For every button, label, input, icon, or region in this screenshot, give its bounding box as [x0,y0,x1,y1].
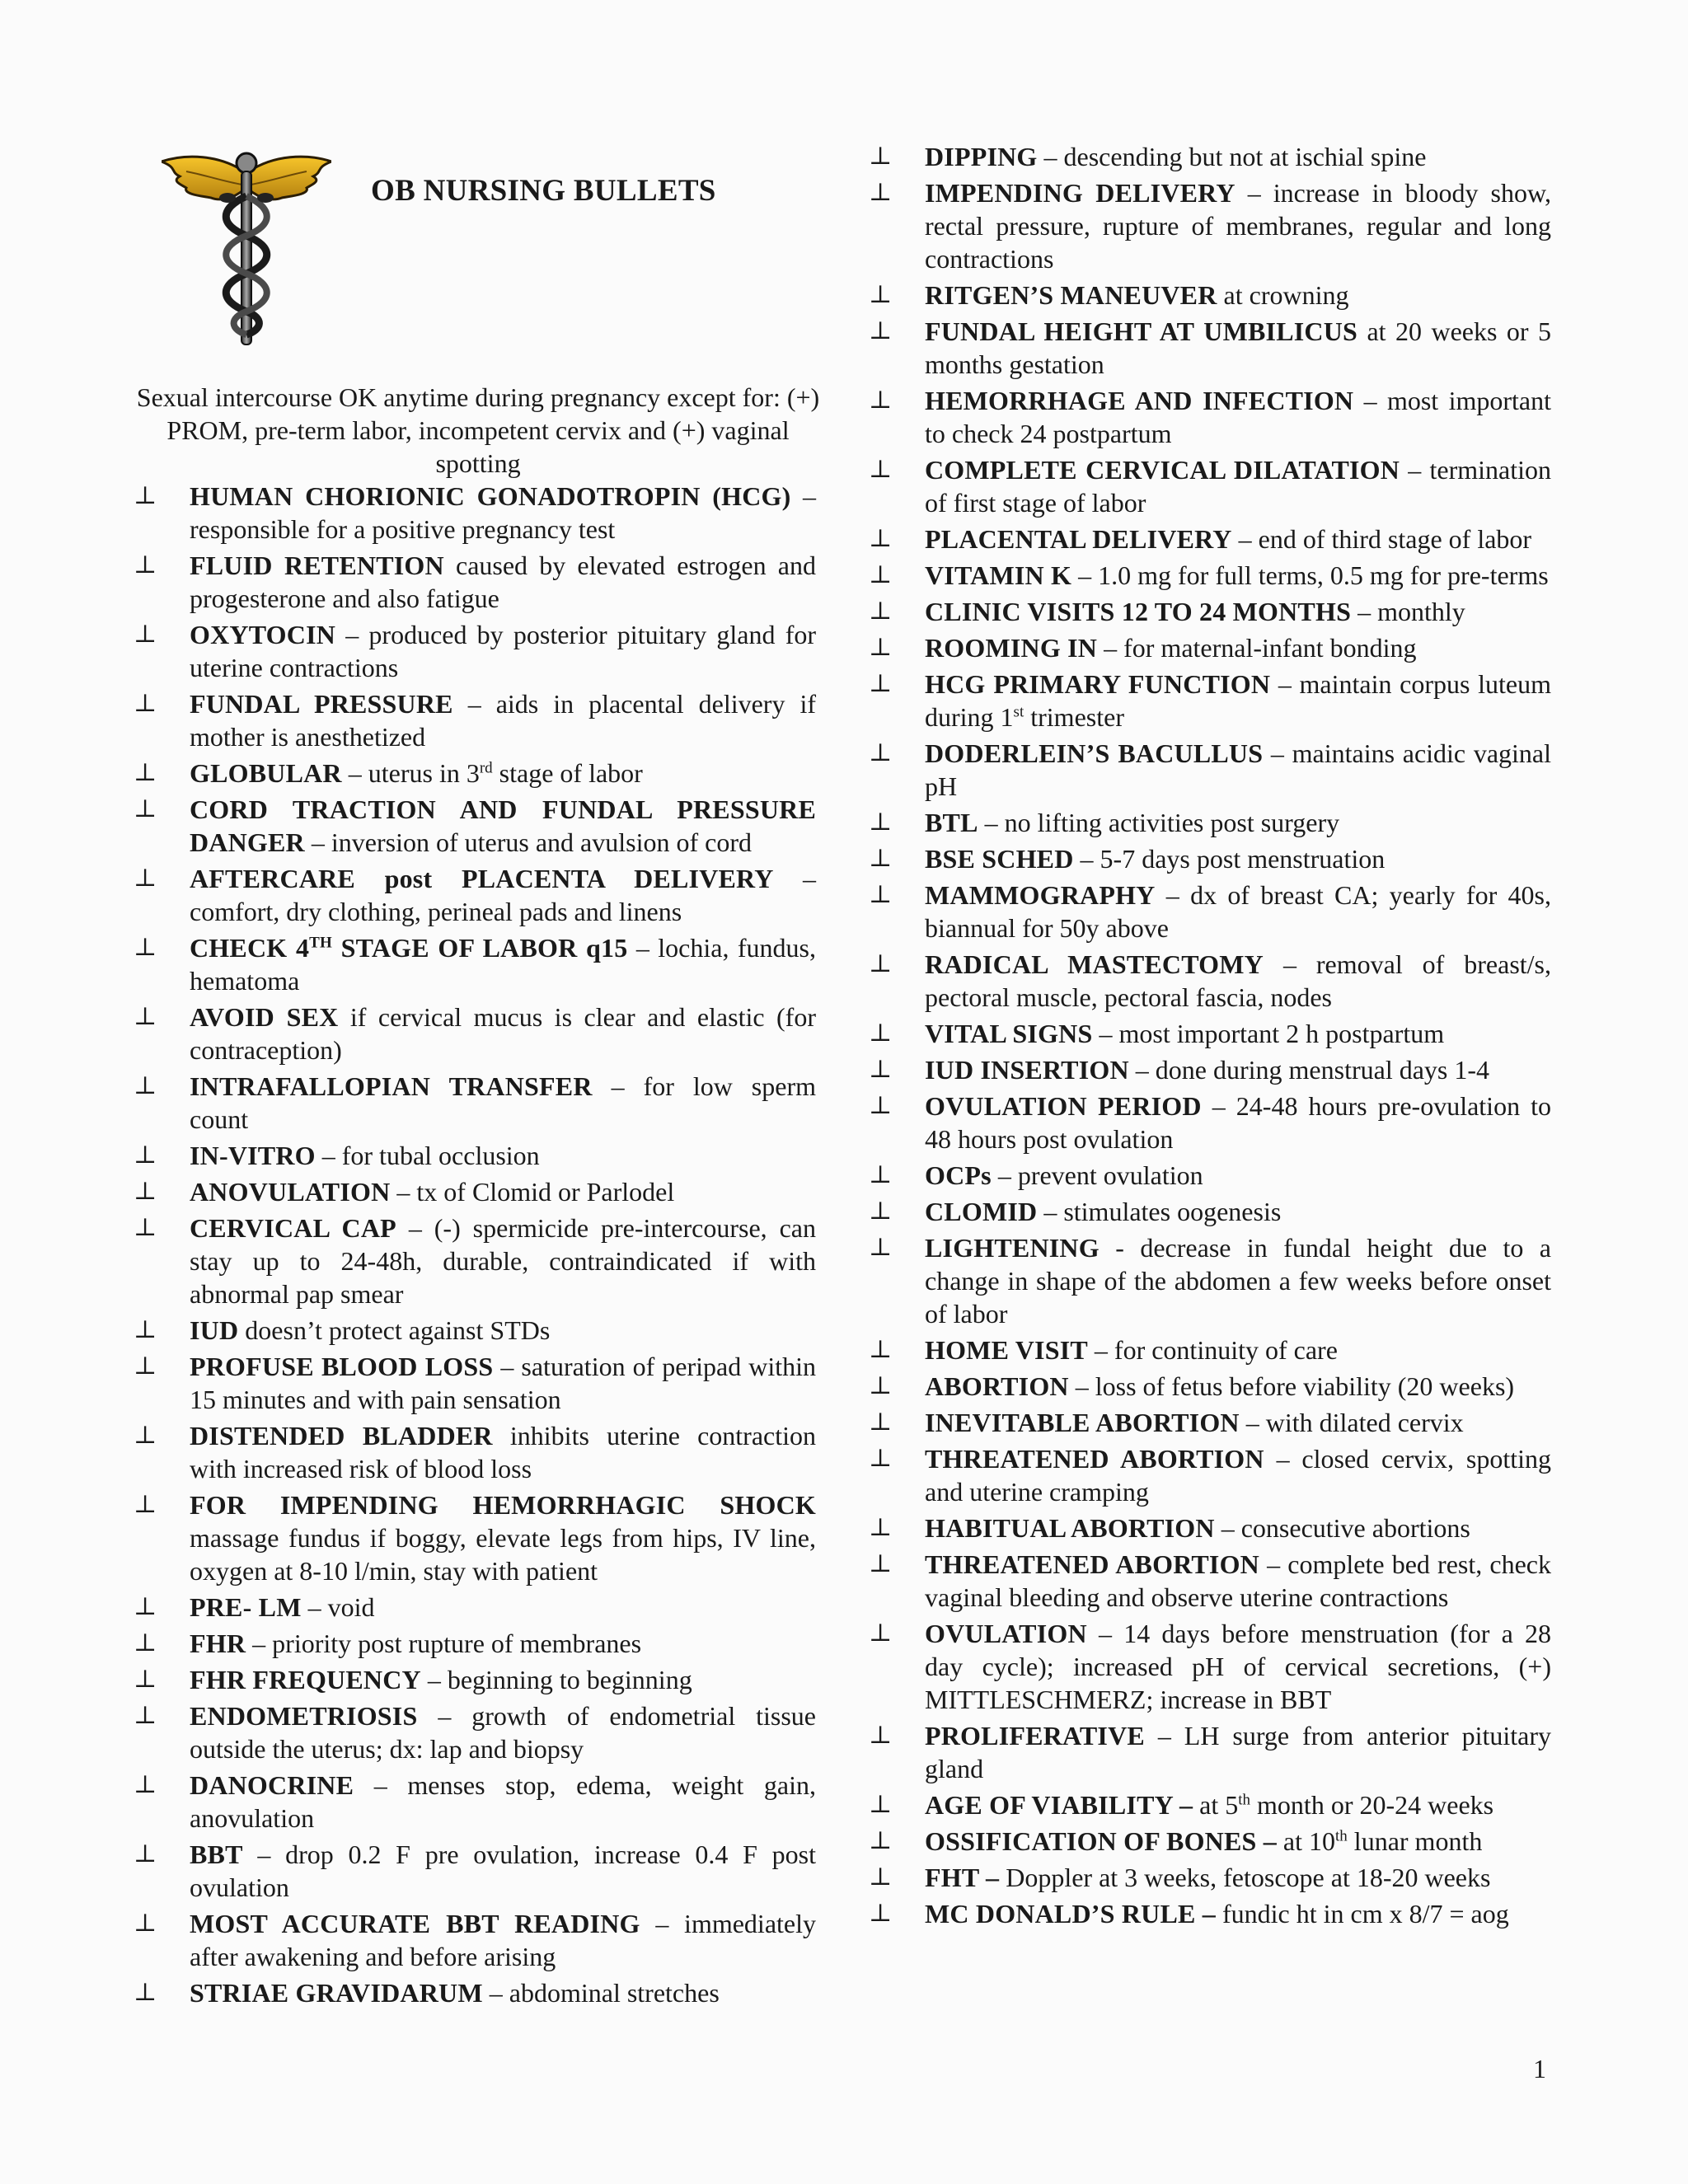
bullet-glyph-icon: ⊥ [869,670,893,697]
bullet-text: – menses stop, edema, weight gain, anovulation [190,1770,816,1833]
bullet-glyph-icon: ⊥ [869,1408,893,1436]
bullet-term: PROFUSE BLOOD LOSS [190,1352,494,1381]
bullet-term: INEVITABLE ABORTION [925,1408,1240,1437]
right-column [867,140,1551,1933]
bullet-term: DANOCRINE [190,1770,354,1800]
bullet-item [132,793,816,859]
bullet-term: CERVICAL CAP [190,1213,396,1243]
bullet-item [132,1591,816,1624]
bullet-item [132,549,816,615]
bullet-glyph-icon: ⊥ [869,456,893,483]
bullet-item [132,862,816,928]
bullet-glyph-icon: ⊥ [869,1791,893,1818]
bullet-item [867,176,1551,275]
bullet-glyph-icon: ⊥ [869,143,893,170]
bullet-term: BBT [190,1840,243,1869]
bullet-text: lunar month [1347,1826,1483,1856]
bullet-glyph-icon: ⊥ [134,865,157,892]
bullet-item [867,1406,1551,1439]
bullet-term: CORD TRACTION AND FUNDAL PRESSURE DANGER [190,794,816,857]
bullet-glyph-icon: ⊥ [134,1214,157,1241]
bullet-text: – maintain corpus luteum during 1 [925,669,1552,732]
bullet-glyph-icon: ⊥ [869,1372,893,1399]
bullet-glyph-icon: ⊥ [869,950,893,977]
bullet-glyph-icon: ⊥ [134,1003,157,1030]
bullet-text: – tx of Clomid or Parlodel [390,1177,675,1207]
bullet-text: – prevent ovulation [991,1160,1203,1190]
bullet-glyph-icon: ⊥ [869,598,893,625]
bullet-term: THREATENED ABORTION [925,1444,1264,1474]
bullet-glyph-icon: ⊥ [869,179,893,206]
bullet-item [132,931,816,997]
bullet-text: – drop 0.2 F pre ovulation, increase 0.4 F post ovulation [190,1840,816,1902]
bullet-glyph-icon: ⊥ [869,317,893,344]
bullet-glyph-icon: ⊥ [134,1491,157,1518]
bullet-item [132,1314,816,1347]
bullet-term: DISTENDED BLADDER [190,1421,493,1451]
bullet-glyph-icon: ⊥ [869,1619,893,1647]
bullet-item [867,1825,1551,1858]
bullet-glyph-icon: ⊥ [869,281,893,308]
bullet-glyph-icon: ⊥ [869,1827,893,1854]
bullet-term: CLINIC VISITS 12 TO 24 MONTHS [925,597,1352,626]
bullet-glyph-icon: ⊥ [134,551,157,579]
bullet-term: FHT – [925,1863,1000,1892]
bullet-term: VITAMIN K [925,560,1072,590]
bullet-glyph-icon: ⊥ [869,1019,893,1047]
bullet-term: MOST ACCURATE BBT READING [190,1909,640,1938]
bullet-item [867,595,1551,628]
bullet-text: - decrease in fundal height due to a change in shape of the abdomen a few weeks before onset of labor [925,1233,1551,1329]
bullet-item [132,1627,816,1660]
bullet-item [867,1195,1551,1228]
bullet-glyph-icon: ⊥ [869,1445,893,1472]
bullet-term: FUNDAL HEIGHT AT UMBILICUS [925,316,1358,346]
bullet-text: – stimulates oogenesis [1037,1197,1282,1226]
bullet-text: if cervical mucus is clear and elastic (for contraception) [190,1002,816,1065]
bullet-glyph-icon: ⊥ [869,1161,893,1188]
bullet-item [132,1419,816,1485]
bullet-item [867,315,1551,381]
bullet-glyph-icon: ⊥ [134,1178,157,1205]
bullet-item [867,948,1551,1014]
bullet-term: IUD INSERTION [925,1055,1129,1085]
bullet-term: AFTERCARE post PLACENTA DELIVERY [190,864,774,893]
bullet-text: – inversion of uterus and avulsion of cord [304,827,752,857]
bullet-term: DIPPING [925,142,1038,171]
bullet-item [132,618,816,684]
bullet-text: – saturation of peripad within 15 minutes and with pain sensation [190,1352,816,1414]
bullet-glyph-icon: ⊥ [134,1771,157,1798]
bullet-text: – loss of fetus before viability (20 weeks) [1068,1371,1515,1401]
bullet-term: OSSIFICATION OF BONES – [925,1826,1277,1856]
bullet-glyph-icon: ⊥ [869,1863,893,1891]
bullet-term: BSE SCHED [925,844,1074,874]
bullet-text: – done during menstrual days 1-4 [1128,1055,1490,1085]
bullet-item [867,1897,1551,1930]
bullet-text: – abdominal stretches [482,1978,720,2008]
bullet-item [867,806,1551,839]
bullet-item [867,1442,1551,1508]
bullet-text: inhibits uterine contraction with increased risk of blood loss [190,1421,817,1483]
bullet-text: at 5 [1193,1790,1239,1820]
bullet-text: Doppler at 3 weeks, fetoscope at 18-20 weeks [999,1863,1491,1892]
bullet-glyph-icon: ⊥ [134,1702,157,1729]
bullet-item [132,1976,816,2009]
bullet-term: STAGE OF LABOR q15 [332,933,628,963]
bullet-text: – consecutive abortions [1214,1513,1470,1543]
bullet-term: IN-VITRO [190,1141,316,1170]
bullet-text: – increase in bloody show, rectal pressure, rupture of membranes, regular and long contractions [925,178,1551,274]
bullet-glyph-icon: ⊥ [134,1422,157,1449]
bullet-item [132,1001,816,1066]
caduceus-logo-icon [162,138,331,351]
bullet-text: st [1013,703,1025,721]
bullet-item [867,842,1551,875]
bullet-term: AGE OF VIABILITY – [925,1790,1193,1820]
bullet-term: FOR IMPENDING HEMORRHAGIC SHOCK [190,1490,816,1520]
bullet-item [867,879,1551,944]
bullet-term: IUD [190,1315,239,1345]
bullet-glyph-icon: ⊥ [134,1316,157,1343]
bullet-term: THREATENED ABORTION [925,1549,1259,1579]
bullet-item [867,1719,1551,1785]
bullet-term: PROLIFERATIVE [925,1721,1145,1750]
bullet-item [867,1511,1551,1544]
bullet-text: – immediately after awakening and before arising [190,1909,817,1971]
bullet-term: INTRAFALLOPIAN TRANSFER [190,1071,593,1101]
bullet-item [867,631,1551,664]
bullet-glyph-icon: ⊥ [134,759,157,786]
bullet-glyph-icon: ⊥ [869,525,893,552]
bullet-text: – no lifting activities post surgery [978,808,1340,837]
bullet-text: rd [479,759,493,777]
bullet-item [132,687,816,753]
bullet-glyph-icon: ⊥ [869,845,893,872]
bullet-text: – closed cervix, spotting and uterine cramping [925,1444,1551,1507]
bullet-text: – comfort, dry clothing, perineal pads and linens [190,864,817,926]
bullet-glyph-icon: ⊥ [869,1336,893,1363]
bullet-glyph-icon: ⊥ [869,387,893,414]
bullet-term: PLACENTAL DELIVERY [925,524,1232,554]
bullet-glyph-icon: ⊥ [869,1197,893,1225]
bullet-text: at crowning [1217,280,1349,310]
bullet-term: GLOBULAR [190,758,342,788]
bullet-glyph-icon: ⊥ [869,881,893,908]
bullet-item [867,140,1551,173]
bullet-item [132,1769,816,1835]
bullet-term: HABITUAL ABORTION [925,1513,1215,1543]
bullet-item [867,1370,1551,1403]
bullet-glyph-icon: ⊥ [134,1593,157,1620]
bullet-glyph-icon: ⊥ [134,690,157,717]
bullet-item [867,1617,1551,1716]
bullet-text: – descending but not at ischial spine [1037,142,1427,171]
bullet-text: – beginning to beginning [420,1665,692,1694]
bullet-text: massage fundus if boggy, elevate legs from hips, IV line, oxygen at 8-10 l/min, stay with patient [190,1523,816,1586]
bullet-text: – for continuity of care [1087,1335,1338,1365]
bullet-term: HOME VISIT [925,1335,1088,1365]
bullet-glyph-icon: ⊥ [869,1514,893,1541]
bullet-item [867,1231,1551,1330]
bullet-text: – monthly [1351,597,1465,626]
bullet-term: HUMAN CHORIONIC GONADOTROPIN (HCG) [190,481,791,511]
bullet-text: – produced by posterior pituitary gland for uterine contractions [190,620,816,682]
bullet-item [867,1861,1551,1894]
bullet-term: COMPLETE CERVICAL DILATATION [925,455,1400,485]
bullet-term: ANOVULATION [190,1177,391,1207]
intro-paragraph: Sexual intercourse OK anytime during pregnancy except for: (+) PROM, pre-term labor, incompetent cervix and (+) vaginal spotting [136,382,820,478]
bullet-text: th [1238,1791,1251,1809]
bullet-glyph-icon: ⊥ [134,795,157,823]
bullet-text: – for low sperm count [190,1071,816,1134]
bullet-glyph-icon: ⊥ [134,1629,157,1657]
bullet-term: FLUID RETENTION [190,551,444,580]
bullet-item [867,1159,1551,1192]
bullet-term: ROOMING IN [925,633,1098,663]
bullet-text: – responsible for a positive pregnancy test [190,481,816,544]
bullet-text: stage of labor [492,758,643,788]
left-column [132,480,816,2013]
page-number: 1 [1533,2054,1546,2083]
bullet-text: – for tubal occlusion [315,1141,540,1170]
bullet-term: FUNDAL PRESSURE [190,689,453,719]
bullet-item [867,1788,1551,1821]
bullet-term: HEMORRHAGE AND INFECTION [925,386,1354,415]
bullet-item [132,1139,816,1172]
bullet-item [867,1017,1551,1050]
bullet-item [867,453,1551,519]
bullet-text: – 5-7 days post menstruation [1073,844,1386,874]
bullet-text: fundic ht in cm x 8/7 = aog [1215,1899,1509,1929]
bullet-term: OCPs [925,1160,992,1190]
bullet-text: – void [301,1592,375,1622]
bullet-text: – 1.0 mg for full terms, 0.5 mg for pre-terms [1071,560,1549,590]
bullet-text: th [1335,1827,1348,1845]
bullet-text: trimester [1024,702,1124,732]
page-title: OB NURSING BULLETS [371,174,716,208]
bullet-term: DODERLEIN’S BACULLUS [925,738,1264,768]
bullet-term: CHECK 4 [190,933,310,963]
bullet-item [867,559,1551,592]
bullet-glyph-icon: ⊥ [134,1141,157,1169]
bullet-text: doesn’t protect against STDs [238,1315,551,1345]
bullet-text: – 24-48 hours pre-ovulation to 48 hours post ovulation [925,1091,1552,1154]
bullet-term: ABORTION [925,1371,1069,1401]
bullet-item [132,1663,816,1696]
bullet-glyph-icon: ⊥ [134,1072,157,1099]
bullet-term: FHR FREQUENCY [190,1665,421,1694]
bullet-text: – removal of breast/s, pectoral muscle, pectoral fascia, nodes [925,949,1551,1012]
bullet-item [132,757,816,790]
bullet-item [867,1053,1551,1086]
bullet-glyph-icon: ⊥ [134,1979,157,2006]
bullet-term: OXYTOCIN [190,620,336,649]
bullet-item [132,1838,816,1904]
bullet-item [132,1488,816,1587]
bullet-term: FHR [190,1629,246,1658]
bullet-text: at 10 [1276,1826,1336,1856]
bullet-term: STRIAE GRAVIDARUM [190,1978,483,2008]
bullet-item [132,1350,816,1416]
bullet-item [132,1212,816,1310]
bullet-term: TH [309,934,333,952]
bullet-glyph-icon: ⊥ [134,934,157,961]
bullet-glyph-icon: ⊥ [869,1234,893,1261]
bullet-glyph-icon: ⊥ [869,1900,893,1927]
bullet-glyph-icon: ⊥ [869,561,893,588]
bullet-term: LIGHTENING [925,1233,1100,1263]
bullet-term: IMPENDING DELIVERY [925,178,1236,208]
bullet-text: – most important to check 24 postpartum [925,386,1551,448]
bullet-text: – 14 days before menstruation (for a 28 day cycle); increased pH of cervical secretions, (+) MITTLESCHMERZ; increase in BBT [925,1619,1551,1714]
bullet-glyph-icon: ⊥ [869,1722,893,1749]
bullet-term: MAMMOGRAPHY [925,880,1156,910]
bullet-text: – lochia, fundus, hematoma [190,933,816,996]
bullet-term: OVULATION [925,1619,1087,1648]
bullet-term: BTL [925,808,978,837]
bullet-item [867,279,1551,312]
bullet-text: – maintains acidic vaginal pH [925,738,1552,801]
bullet-text: caused by elevated estrogen and progesterone and also fatigue [190,551,816,613]
bullet-item [132,1070,816,1136]
bullet-term: MC DONALD’S RULE – [925,1899,1216,1929]
bullet-text: – priority post rupture of membranes [246,1629,642,1658]
bullet-item [132,480,816,546]
bullet-term: VITAL SIGNS [925,1019,1093,1048]
bullet-text: at 20 weeks or 5 months gestation [925,316,1551,379]
bullet-text: – uterus in 3 [341,758,480,788]
bullet-glyph-icon: ⊥ [869,634,893,661]
bullet-glyph-icon: ⊥ [869,1550,893,1577]
bullet-term: OVULATION PERIOD [925,1091,1202,1121]
bullet-item [867,1090,1551,1155]
bullet-item [132,1907,816,1973]
bullet-item [867,384,1551,450]
bullet-text: – aids in placental delivery if mother is anesthetized [190,689,817,752]
bullet-text: – (-) spermicide pre-intercourse, can stay up to 24-48h, durable, contraindicated if with abnormal pap smear [190,1213,817,1309]
bullet-glyph-icon: ⊥ [869,1092,893,1119]
bullet-item [132,1699,816,1765]
bullet-term: ENDOMETRIOSIS [190,1701,418,1731]
bullet-term: RITGEN’S MANEUVER [925,280,1217,310]
bullet-text: – with dilated cervix [1239,1408,1464,1437]
bullet-glyph-icon: ⊥ [134,1910,157,1937]
bullet-item [867,668,1551,733]
bullet-text: – complete bed rest, check vaginal bleeding and observe uterine contractions [925,1549,1551,1612]
bullet-glyph-icon: ⊥ [134,482,157,509]
bullet-text: – dx of breast CA; yearly for 40s, biannual for 50y above [925,880,1551,943]
bullet-item [867,523,1551,555]
bullet-glyph-icon: ⊥ [869,739,893,766]
bullet-glyph-icon: ⊥ [869,1056,893,1083]
bullet-term: AVOID SEX [190,1002,339,1032]
bullet-text: – LH surge from anterior pituitary gland [925,1721,1551,1783]
bullet-text: – most important 2 h postpartum [1092,1019,1445,1048]
bullet-text: – growth of endometrial tissue outside the uterus; dx: lap and biopsy [190,1701,816,1764]
bullet-glyph-icon: ⊥ [134,1666,157,1693]
bullet-glyph-icon: ⊥ [134,1352,157,1380]
bullet-text: – termination of first stage of labor [925,455,1551,518]
bullet-term: PRE- LM [190,1592,302,1622]
bullet-item [132,1175,816,1208]
bullet-term: HCG PRIMARY FUNCTION [925,669,1271,699]
bullet-text: month or 20-24 weeks [1250,1790,1494,1820]
bullet-item [867,1333,1551,1366]
bullet-term: RADICAL MASTECTOMY [925,949,1264,979]
bullet-glyph-icon: ⊥ [134,1840,157,1868]
bullet-item [867,1548,1551,1614]
bullet-glyph-icon: ⊥ [869,808,893,836]
bullet-item [867,737,1551,803]
bullet-text: – end of third stage of labor [1231,524,1532,554]
bullet-term: CLOMID [925,1197,1038,1226]
bullet-text: – for maternal-infant bonding [1097,633,1417,663]
bullet-glyph-icon: ⊥ [134,621,157,648]
